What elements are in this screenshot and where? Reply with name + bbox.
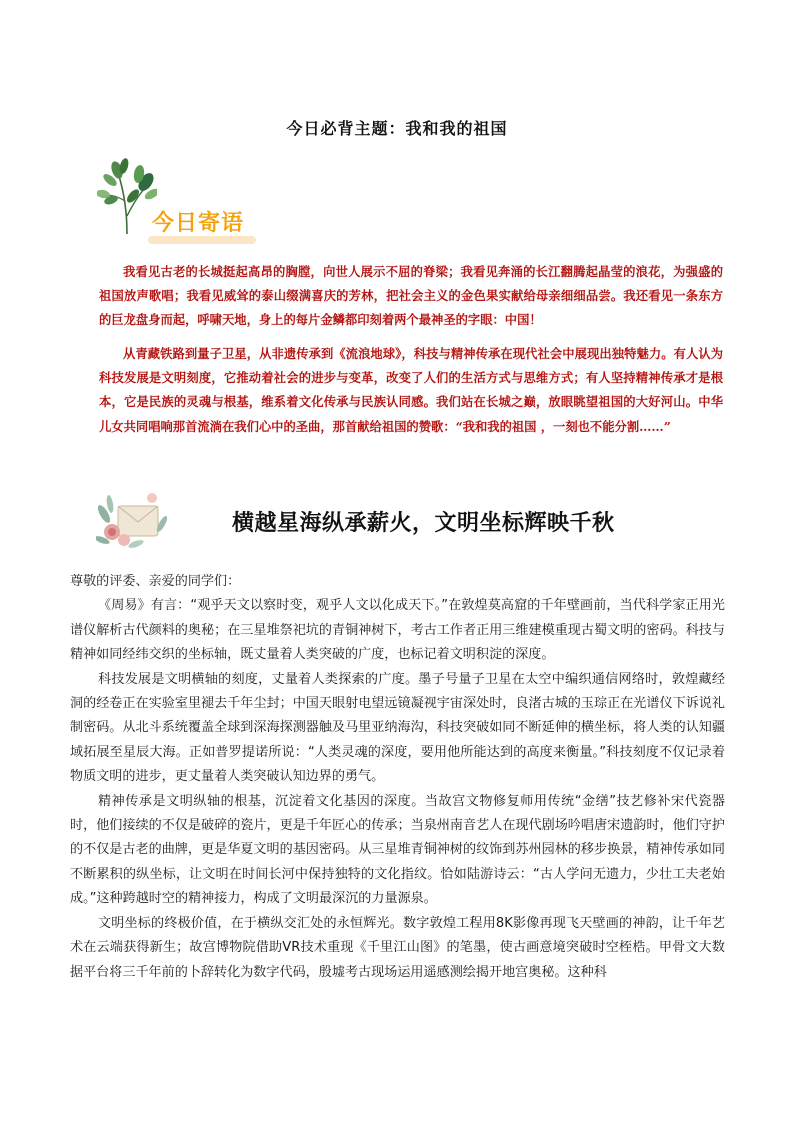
plant-icon bbox=[97, 156, 157, 236]
page-title: 今日必背主题：我和我的祖国 bbox=[286, 119, 508, 138]
essay-salutation: 尊敬的评委、亲爱的同学们： bbox=[70, 574, 241, 589]
message-paragraph-1: 我看见古老的长城挺起高昂的胸膛，向世人展示不屈的脊梁；我看见奔涌的长江翻腾起晶莹的浪花，为强盛的祖国放声歌唱；我看见威耸的泰山缀满喜庆的芳林，把社会主义的金色果实献给母亲细细品尝。我还看见一条东方的巨龙盘身而起，呼啸天地，身上的每片金鳞都印刻着两个最神圣的字眼：中国！ bbox=[99, 264, 723, 328]
message-paragraph-2: 从青藏铁路到量子卫星，从非遗传承到《流浪地球》，科技与精神传承在现代社会中展现出独特魅力。有人认为科技发展是文明刻度，它推动着社会的进步与变革，改变了人们的生活方式与思维方式；有人坚持精神传承才是根本，它是民族的灵魂与根基，维系着文化传承与民族认同感。我们站在长城之巅，放眼眺望祖国的大好河山。中华儿女共同唱响那首流淌在我们心中的圣曲，那首献给祖国的赞歌：“我和我的祖国 ，一刻也不能分割……” bbox=[99, 346, 723, 434]
essay-paragraph: 科技发展是文明横轴的刻度，丈量着人类探索的广度。墨子号量子卫星在太空中编织通信网络时，敦煌藏经洞的经卷正在实验室里褪去千年尘封；中国天眼射电望远镜凝视宇宙深处时，良渚古城的玉琮正在光谱仪下诉说礼制密码。从北斗系统覆盖全球到深海探测器触及马里亚纳海沟，科技突破如同不断延伸的横坐标，将人类的认知疆域拓展至星辰大海。正如普罗提诺所说：“人类灵魂的深度，要用他所能达到的高度来衡量。”科技刻度不仅记录着物质文明的进步，更丈量着人类突破认知边界的勇气。 bbox=[70, 671, 725, 785]
flower-bouquet-icon bbox=[96, 484, 172, 554]
essay-body bbox=[70, 570, 725, 985]
essay-paragraph: 文明坐标的终极价值，在于横纵交汇处的永恒辉光。数字敦煌工程用8K影像再现飞天壁画的神韵，让千年艺术在云端获得新生；故宫博物院借助VR技术重现《千里江山图》的笔墨，使古画意境突破时空桎梏。甲骨文大数据平台将三千年前的卜辞转化为数字代码，殷墟考古现场运用遥感测绘揭开地宫奥秘。这种科 bbox=[70, 915, 725, 980]
message-block-2 bbox=[99, 342, 723, 439]
heading-highlight bbox=[148, 236, 256, 244]
essay-paragraph: 精神传承是文明纵轴的根基，沉淀着文化基因的深度。当故宫文物修复师用传统“金缮”技艺修补宋代瓷器时，他们接续的不仅是破碎的瓷片，更是千年匠心的传承；当泉州南音艺人在现代剧场吟唱唐宋遗韵时，他们守护的不仅是古老的曲牌，更是华夏文明的基因密码。从三星堆青铜神树的纹饰到苏州园林的移步换景，精神传承如同不断累积的纵坐标，让文明在时间长河中保持独特的文化指纹。恰如陆游诗云：“古人学问无遗力，少壮工夫老始成。”这种跨越时空的精神接力，构成了文明最深沉的力量源泉。 bbox=[70, 793, 725, 907]
message-block-1 bbox=[99, 260, 723, 333]
essay-title: 横越星海纵承薪火，文明坐标辉映千秋 bbox=[232, 511, 615, 536]
section-heading: 今日寄语 bbox=[152, 211, 245, 236]
essay-paragraph: 《周易》有言：“观乎天文以察时变，观乎人文以化成天下。”在敦煌莫高窟的千年壁画前，当代科学家正用光谱仪解析古代颜料的奥秘；在三星堆祭祀坑的青铜神树下，考古工作者正用三维建模重现古蜀文明的密码。科技与精神如同经纬交织的坐标轴，既丈量着人类突破的广度，也标记着文明积淀的深度。 bbox=[70, 598, 725, 663]
